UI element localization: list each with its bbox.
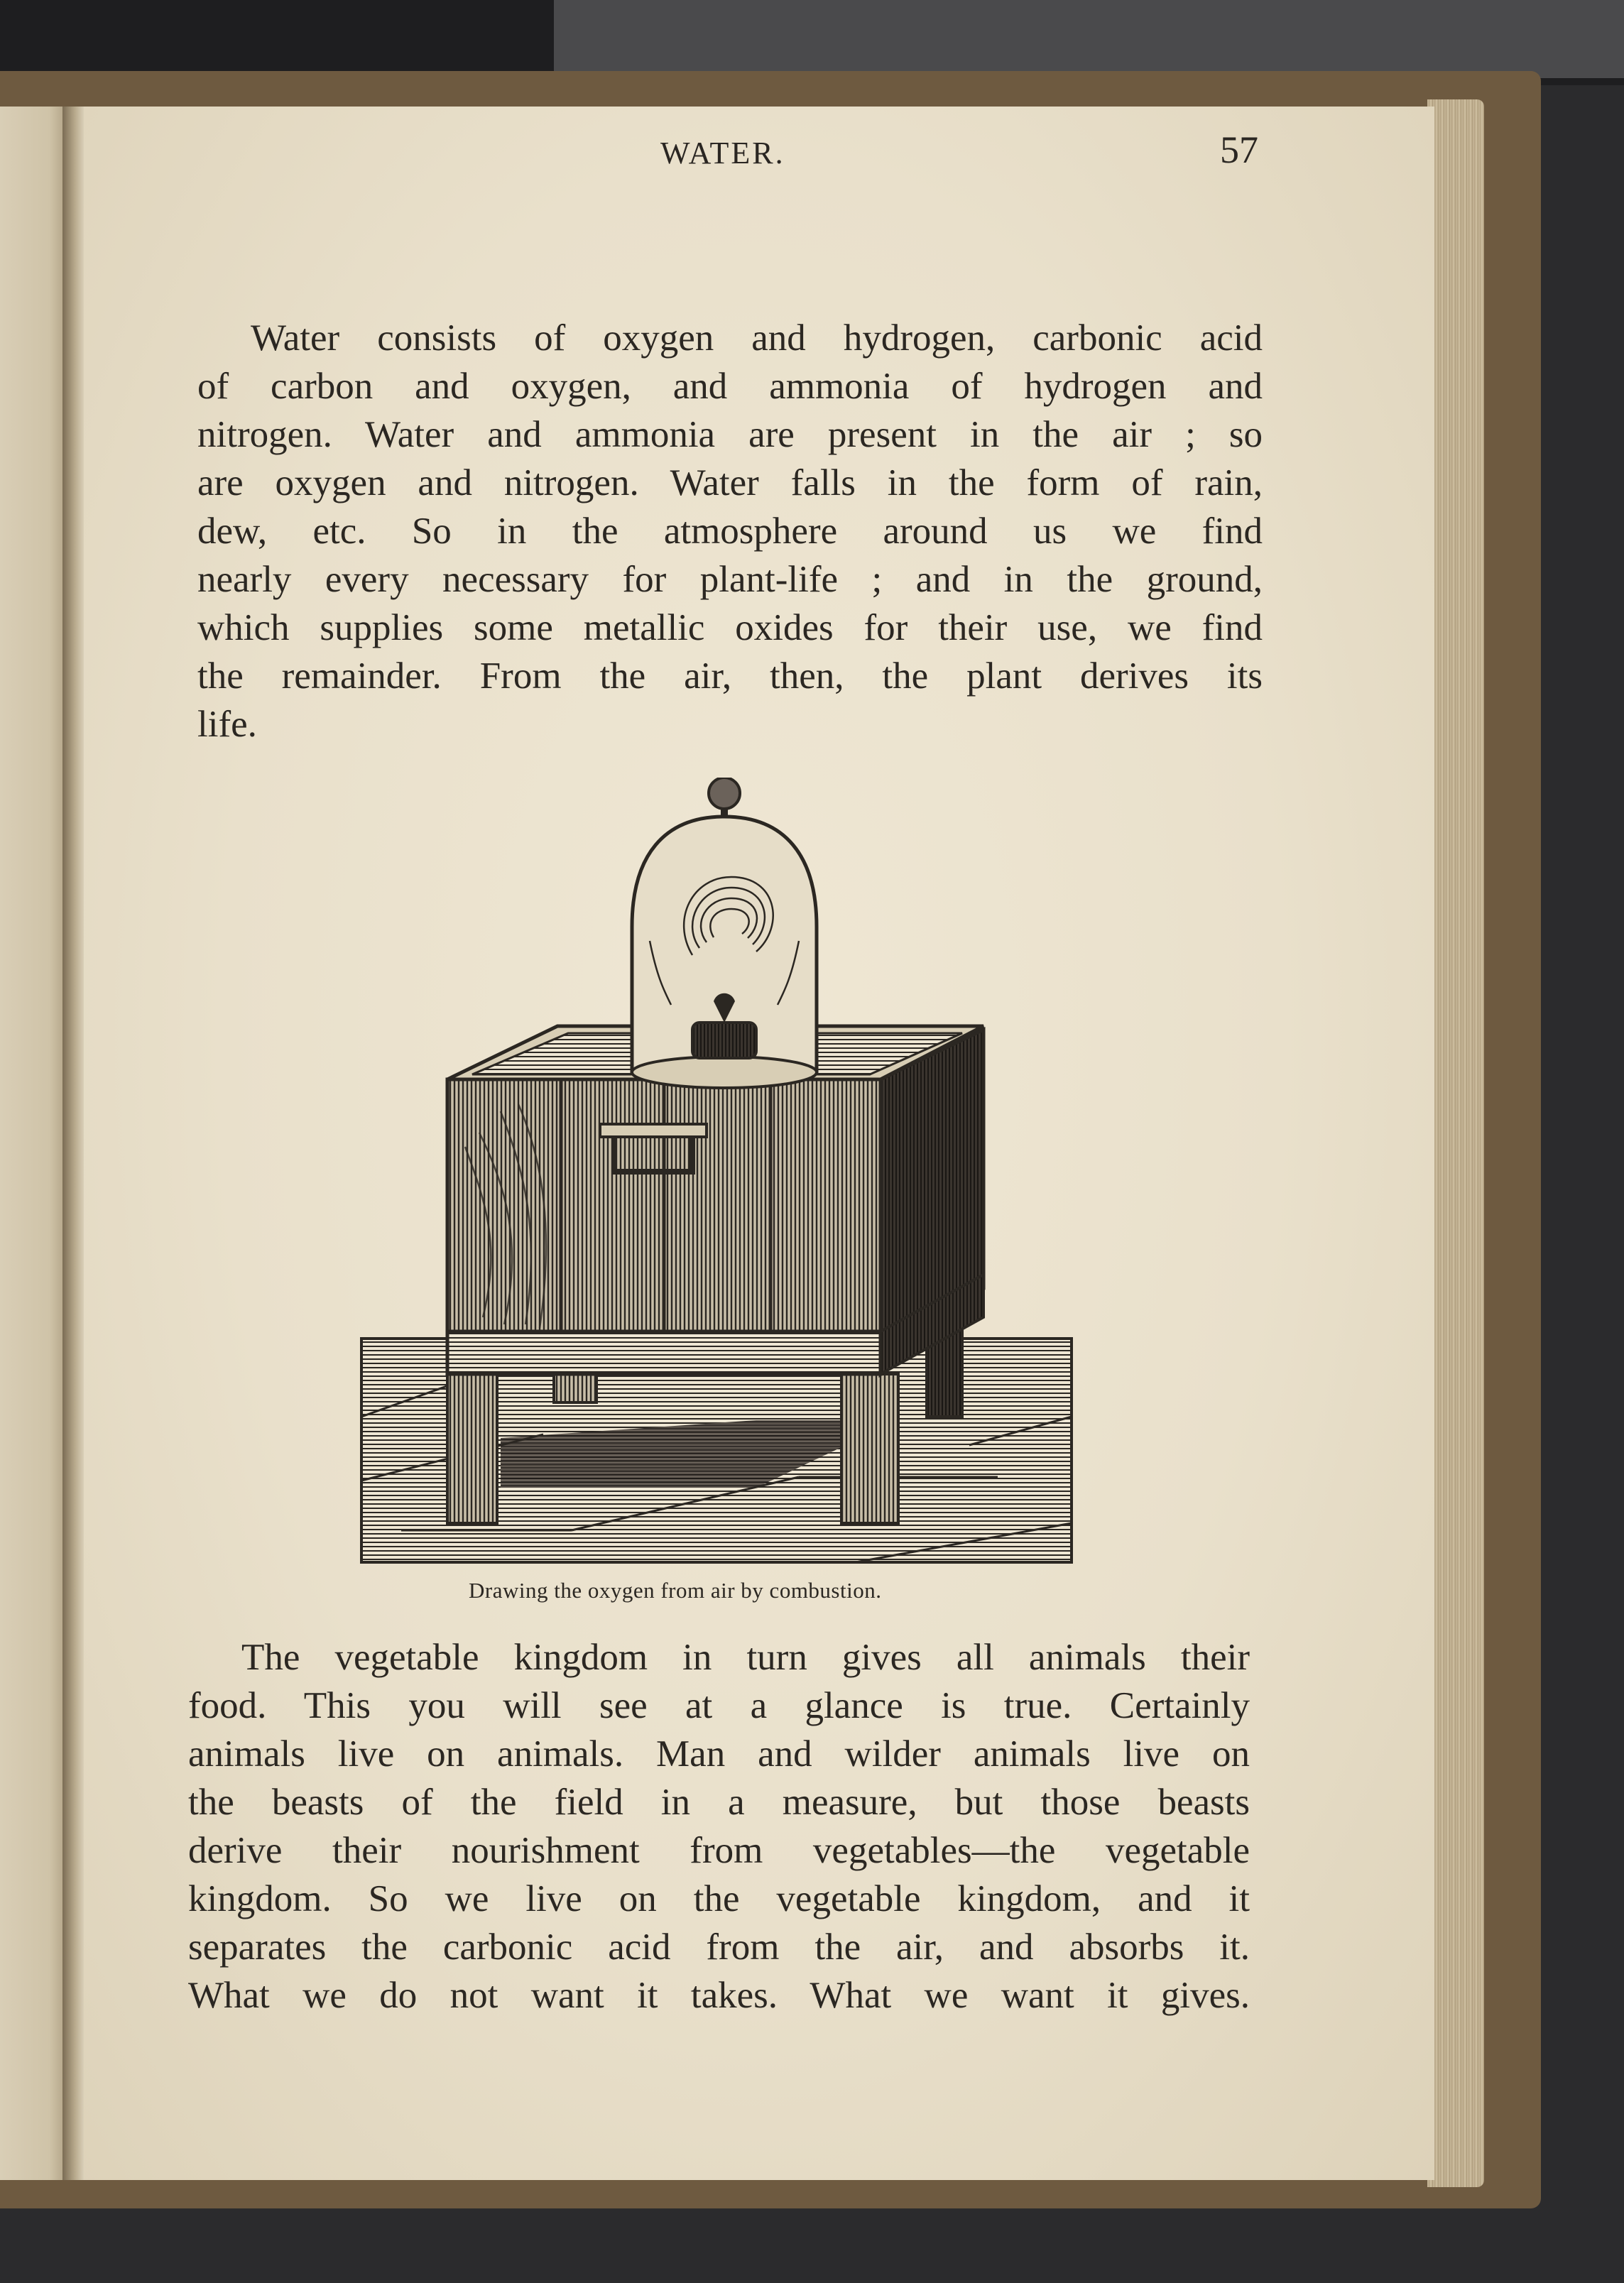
bell-jar-knob (709, 778, 740, 809)
text-line: food. This you will see at a glance is true. Certainly (188, 1685, 1250, 1726)
text-line: Water consists of oxygen and hydrogen, carbonic acid (251, 317, 1263, 359)
engraving-bell-jar-on-trough (359, 778, 1076, 1576)
leg-front-right (841, 1374, 898, 1523)
paragraph-vegetable-kingdom (188, 1633, 1250, 2020)
verso-page-edge (0, 107, 71, 2180)
text-line: the remainder. From the air, then, the plant derives its (197, 655, 1263, 697)
text-line: of carbon and oxygen, and ammonia of hydrogen and (197, 366, 1263, 407)
text-line: the beasts of the field in a measure, but those beasts (188, 1782, 1250, 1823)
page-block-edges (1427, 99, 1484, 2187)
text-line: kingdom. So we live on the vegetable kingdom, and it (188, 1878, 1250, 1919)
leg-back-left (554, 1374, 596, 1402)
page-gutter (62, 107, 84, 2180)
text-line: separates the carbonic acid from the air, and absorbs it. (188, 1927, 1250, 1968)
text-line: animals live on animals. Man and wilder animals live on (188, 1733, 1250, 1775)
text-line: nitrogen. Water and ammonia are present in the air ; so (197, 414, 1263, 455)
burner-stand (692, 1023, 756, 1058)
text-line: The vegetable kingdom in turn gives all animals their (241, 1637, 1250, 1678)
running-head: WATER. (660, 136, 785, 170)
leg-front-left (447, 1374, 497, 1523)
text-line: life. (197, 704, 257, 745)
scanner-bed-shadow (554, 0, 1624, 78)
text-line: dew, etc. So in the atmosphere around us we find (197, 511, 1263, 552)
text-line: derive their nourishment from vegetables—the vegetable (188, 1830, 1250, 1871)
text-line: What we do not want it takes. What we want it gives. (188, 1975, 1250, 2016)
paragraph-water-composition (197, 314, 1263, 748)
text-line: are oxygen and nitrogen. Water falls in the form of rain, (197, 462, 1263, 503)
trough-apron (447, 1331, 881, 1374)
text-line: nearly every necessary for plant-life ; and in the ground, (197, 559, 1263, 600)
text-line: which supplies some metallic oxides for their use, we find (197, 607, 1263, 648)
figure-caption: Drawing the oxygen from air by combustion. (469, 1578, 882, 1603)
page-number: 57 (1220, 129, 1258, 171)
